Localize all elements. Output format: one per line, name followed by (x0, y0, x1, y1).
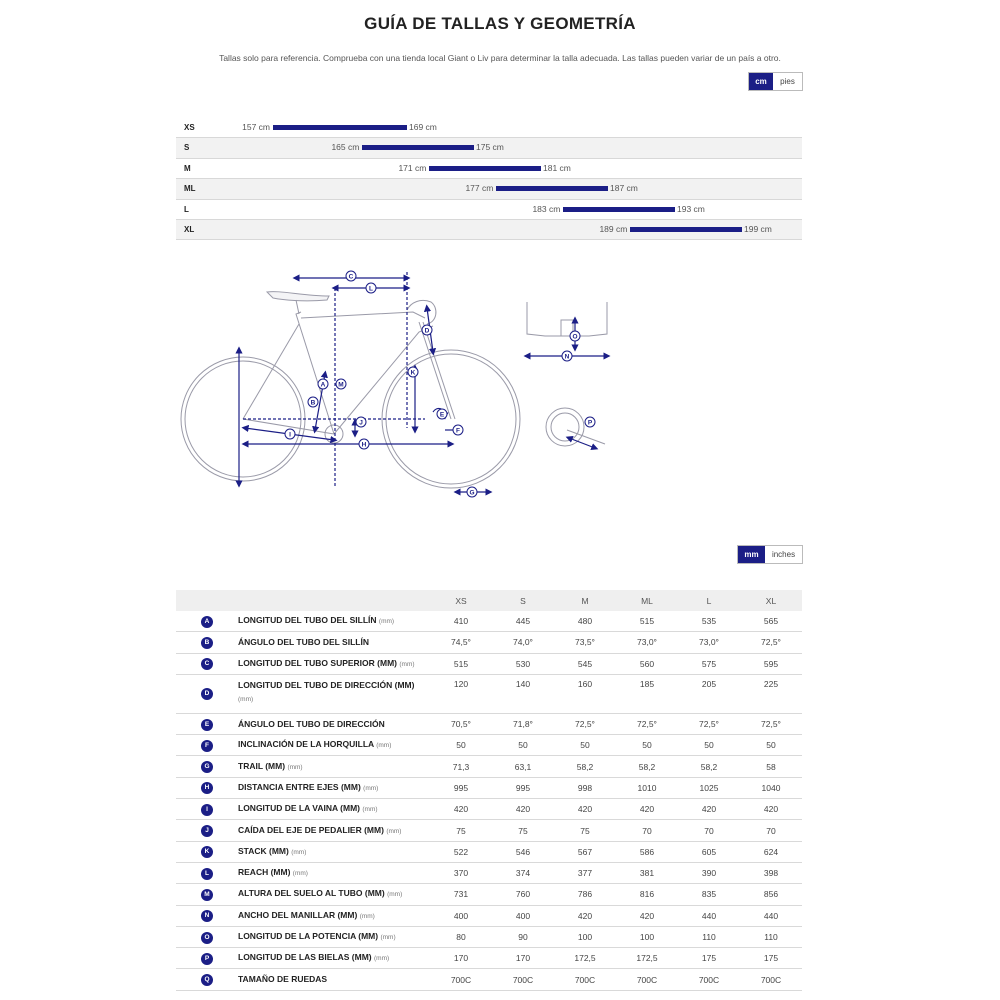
size-min-label: 157 cm (242, 122, 270, 132)
diagram-letter-o: O (572, 333, 578, 341)
row-letter-badge: E (201, 719, 213, 731)
value-cell: 390 (678, 862, 740, 883)
size-min-label: 171 cm (398, 162, 427, 173)
value-cell: 420 (740, 799, 802, 820)
value-cell: 522 (430, 841, 492, 862)
value-cell: 70,5° (430, 713, 492, 734)
size-min-label: 189 cm (599, 223, 628, 234)
value-cell: 816 (616, 884, 678, 905)
value-cell: 445 (492, 611, 554, 632)
column-header-xs: XS (430, 590, 492, 611)
value-cell: 374 (492, 862, 554, 883)
diagram-letter-e: E (439, 411, 445, 419)
row-label-text: LONGITUD DE LAS BIELAS (MM) (238, 952, 372, 963)
value-cell: 175 (740, 948, 802, 969)
unit-inches-button[interactable]: inches (765, 546, 802, 563)
unit-mm-button[interactable]: mm (738, 546, 765, 563)
row-letter-badge: Q (201, 974, 213, 986)
row-unit: (mm) (399, 660, 415, 668)
value-cell: 110 (740, 926, 802, 947)
row-label-text: STACK (MM) (238, 845, 289, 856)
geometry-row-j (176, 820, 802, 841)
size-max-label: 175 cm (476, 142, 504, 153)
size-range-bar (362, 145, 474, 150)
value-cell: 760 (492, 884, 554, 905)
value-cell: 74,0° (492, 632, 554, 653)
value-cell: 58,2 (554, 756, 616, 777)
value-cell: 72,5° (740, 713, 802, 734)
row-unit: (mm) (292, 870, 308, 878)
row-label-text: TAMAÑO DE RUEDAS (238, 974, 328, 985)
value-cell: 731 (430, 884, 492, 905)
value-cell: 140 (492, 674, 554, 713)
row-letter-badge: B (201, 637, 213, 649)
row-letter-badge: G (201, 761, 213, 773)
row-unit: (mm) (362, 806, 378, 814)
size-row (176, 179, 802, 199)
value-cell: 530 (492, 653, 554, 674)
value-cell: 545 (554, 653, 616, 674)
value-cell: 700C (740, 969, 802, 990)
value-cell: 1025 (678, 777, 740, 798)
geometry-row-h (176, 777, 802, 798)
row-letter-badge: O (201, 932, 213, 944)
row-label-text: ANCHO DEL MANILLAR (MM) (238, 909, 358, 920)
geometry-row-k (176, 841, 802, 862)
value-cell: 58,2 (616, 756, 678, 777)
row-label (238, 713, 430, 734)
value-cell: 420 (492, 799, 554, 820)
unit-cm-button[interactable]: cm (749, 73, 773, 90)
value-cell: 100 (554, 926, 616, 947)
value-cell: 70 (678, 820, 740, 841)
value-cell: 420 (554, 905, 616, 926)
row-unit: (mm) (386, 827, 402, 835)
row-letter-badge: J (201, 825, 213, 837)
row-label-text: LONGITUD DE LA VAINA (MM) (238, 803, 360, 814)
value-cell: 50 (678, 735, 740, 756)
size-range-bar (496, 186, 608, 191)
value-cell: 700C (554, 969, 616, 990)
geometry-row-e (176, 713, 802, 734)
value-cell: 535 (678, 611, 740, 632)
size-range-bar (563, 207, 675, 212)
diagram-letter-g: G (469, 489, 475, 497)
size-disclaimer: Tallas solo para referencia. Comprueba con una tienda local Giant o Liv para determinar la talla adecuada. Las tallas pueden variar de un país a otro. (219, 53, 781, 63)
row-label (238, 799, 430, 820)
value-cell: 856 (740, 884, 802, 905)
row-label-text: LONGITUD DEL TUBO DEL SILLÍN (238, 615, 377, 626)
size-row (176, 118, 802, 138)
row-letter-cell (176, 799, 238, 820)
size-max-label: 193 cm (677, 203, 705, 214)
diagram-letter-i: I (289, 431, 291, 439)
row-unit: (mm) (376, 742, 392, 750)
size-max-label: 181 cm (543, 162, 571, 173)
value-cell: 700C (430, 969, 492, 990)
row-unit: (mm) (291, 848, 307, 856)
value-cell: 80 (430, 926, 492, 947)
geometry-row-b (176, 632, 802, 653)
value-cell: 586 (616, 841, 678, 862)
geometry-row-c (176, 653, 802, 674)
value-cell: 110 (678, 926, 740, 947)
row-label-text: ÁNGULO DEL TUBO DEL SILLÍN (238, 636, 369, 647)
row-letter-badge: C (201, 658, 213, 670)
row-letter-badge: N (201, 910, 213, 922)
value-cell: 50 (430, 735, 492, 756)
row-label (238, 926, 430, 947)
value-cell: 73,5° (554, 632, 616, 653)
value-cell: 58 (740, 756, 802, 777)
geometry-row-n (176, 905, 802, 926)
height-unit-toggle (748, 72, 803, 91)
diagram-letter-n: N (564, 353, 570, 361)
row-letter-badge: K (201, 846, 213, 858)
diagram-letter-f: F (456, 427, 460, 435)
header-blank (176, 590, 238, 611)
value-cell: 75 (492, 820, 554, 841)
row-letter-cell (176, 756, 238, 777)
row-label-text: LONGITUD DEL TUBO DE DIRECCIÓN (MM) (238, 679, 415, 690)
value-cell: 73,0° (678, 632, 740, 653)
value-cell: 398 (740, 862, 802, 883)
row-label-text: INCLINACIÓN DE LA HORQUILLA (238, 739, 374, 750)
value-cell: 63,1 (492, 756, 554, 777)
diagram-letter-a: A (320, 381, 326, 389)
row-letter-cell (176, 674, 238, 713)
value-cell: 998 (554, 777, 616, 798)
value-cell: 50 (616, 735, 678, 756)
value-cell: 1040 (740, 777, 802, 798)
size-min-label: 165 cm (331, 142, 360, 153)
size-max-label: 199 cm (744, 223, 772, 234)
row-letter-badge: H (201, 782, 213, 794)
row-label (238, 611, 430, 632)
row-label-text: LONGITUD DE LA POTENCIA (MM) (238, 931, 379, 941)
bike-geometry-diagram (175, 262, 625, 502)
row-letter-cell (176, 713, 238, 734)
value-cell: 160 (554, 674, 616, 713)
value-cell: 72,5° (554, 713, 616, 734)
geometry-row-l (176, 862, 802, 883)
value-cell: 70 (616, 820, 678, 841)
value-cell: 205 (678, 674, 740, 713)
row-unit: (mm) (387, 891, 403, 899)
value-cell: 175 (678, 948, 740, 969)
row-label (238, 841, 430, 862)
value-cell: 575 (678, 653, 740, 674)
row-label-text: DISTANCIA ENTRE EJES (MM) (238, 781, 361, 792)
value-cell: 225 (740, 674, 802, 713)
size-range-bar (429, 166, 541, 171)
size-name: XS (184, 123, 195, 132)
row-letter-cell (176, 905, 238, 926)
row-letter-cell (176, 820, 238, 841)
geometry-row-f (176, 735, 802, 756)
diagram-letter-labels (285, 271, 595, 497)
row-label (238, 632, 430, 653)
geometry-header-row (176, 590, 802, 611)
value-cell: 72,5° (740, 632, 802, 653)
size-name: S (184, 143, 190, 153)
geometry-row-m (176, 884, 802, 905)
size-name: L (184, 204, 189, 214)
geometry-row-q (176, 969, 802, 990)
diagram-letter-k: K (410, 369, 416, 377)
geometry-row-d (176, 674, 802, 713)
value-cell: 400 (430, 905, 492, 926)
size-row (176, 220, 802, 240)
diagram-letter-b: B (310, 399, 316, 407)
value-cell: 995 (430, 777, 492, 798)
row-label (238, 948, 430, 969)
value-cell: 90 (492, 926, 554, 947)
column-header-ml: ML (616, 590, 678, 611)
row-unit: (mm) (287, 763, 303, 771)
value-cell: 170 (430, 948, 492, 969)
row-letter-cell (176, 862, 238, 883)
row-label (238, 756, 430, 777)
row-label (238, 884, 430, 905)
row-label (238, 905, 430, 926)
row-letter-badge: M (201, 889, 213, 901)
value-cell: 71,8° (492, 713, 554, 734)
row-letter-cell (176, 884, 238, 905)
row-label (238, 735, 430, 756)
value-cell: 170 (492, 948, 554, 969)
column-header-l: L (678, 590, 740, 611)
value-cell: 370 (430, 862, 492, 883)
cockpit-dimension-lines (527, 320, 607, 448)
value-cell: 440 (678, 905, 740, 926)
value-cell: 410 (430, 611, 492, 632)
diagram-letter-l: L (369, 285, 373, 293)
row-letter-cell (176, 611, 238, 632)
size-name: XL (184, 224, 195, 234)
row-label (238, 820, 430, 841)
value-cell: 440 (740, 905, 802, 926)
value-cell: 595 (740, 653, 802, 674)
row-letter-cell (176, 777, 238, 798)
value-cell: 835 (678, 884, 740, 905)
value-cell: 420 (430, 799, 492, 820)
diagram-letter-j: J (359, 419, 363, 427)
value-cell: 75 (430, 820, 492, 841)
value-cell: 72,5° (616, 713, 678, 734)
row-label-text: LONGITUD DEL TUBO SUPERIOR (MM) (238, 657, 397, 668)
value-cell: 546 (492, 841, 554, 862)
row-letter-badge: F (201, 740, 213, 752)
size-range-bar (630, 227, 742, 232)
value-cell: 420 (616, 905, 678, 926)
row-label (238, 777, 430, 798)
value-cell: 1010 (616, 777, 678, 798)
diagram-letter-m: M (338, 381, 344, 389)
row-unit: (mm) (238, 695, 254, 703)
cockpit-top-view (527, 302, 607, 336)
value-cell: 420 (678, 799, 740, 820)
row-letter-cell (176, 969, 238, 990)
unit-feet-button[interactable]: pies (773, 73, 802, 90)
row-letter-badge: P (201, 953, 213, 965)
column-header-s: S (492, 590, 554, 611)
value-cell: 50 (740, 735, 802, 756)
value-cell: 74,5° (430, 632, 492, 653)
value-cell: 50 (554, 735, 616, 756)
size-row (176, 138, 802, 158)
diagram-letter-p: P (587, 419, 593, 427)
value-cell: 381 (616, 862, 678, 883)
value-cell: 172,5 (554, 948, 616, 969)
row-label-text: TRAIL (MM) (238, 760, 286, 771)
row-unit: (mm) (378, 618, 395, 626)
row-letter-cell (176, 926, 238, 947)
geometry-row-o (176, 926, 802, 947)
value-cell: 71,3 (430, 756, 492, 777)
row-label (238, 674, 430, 713)
value-cell: 377 (554, 862, 616, 883)
row-label (238, 862, 430, 883)
diagram-letter-d: D (424, 327, 430, 335)
value-cell: 400 (492, 905, 554, 926)
value-cell: 624 (740, 841, 802, 862)
row-label-text: CAÍDA DEL EJE DE PEDALIER (MM) (238, 824, 384, 835)
size-max-label: 169 cm (409, 122, 437, 132)
size-name: M (184, 163, 191, 173)
value-cell: 420 (554, 799, 616, 820)
value-cell: 100 (616, 926, 678, 947)
size-row (176, 159, 802, 179)
size-max-label: 187 cm (610, 183, 638, 194)
value-cell: 50 (492, 735, 554, 756)
value-cell: 560 (616, 653, 678, 674)
diagram-letter-c: C (348, 273, 354, 281)
bike-outline (181, 292, 520, 488)
size-min-label: 177 cm (465, 183, 494, 194)
value-cell: 565 (740, 611, 802, 632)
dimension-lines (239, 272, 489, 492)
geometry-row-i (176, 799, 802, 820)
value-cell: 480 (554, 611, 616, 632)
value-cell: 700C (616, 969, 678, 990)
row-unit: (mm) (374, 955, 390, 963)
geometry-row-g (176, 756, 802, 777)
value-cell: 172,5 (616, 948, 678, 969)
value-cell: 75 (554, 820, 616, 841)
diagram-letter-h: H (361, 441, 367, 449)
value-cell: 786 (554, 884, 616, 905)
row-letter-cell (176, 632, 238, 653)
value-cell: 58,2 (678, 756, 740, 777)
geometry-table (176, 590, 802, 991)
row-unit: (mm) (380, 934, 396, 941)
value-cell: 185 (616, 674, 678, 713)
value-cell: 120 (430, 674, 492, 713)
geometry-row-p (176, 948, 802, 969)
value-cell: 995 (492, 777, 554, 798)
geometry-unit-toggle (737, 545, 803, 564)
row-unit: (mm) (359, 912, 375, 920)
row-letter-cell (176, 653, 238, 674)
row-unit: (mm) (363, 784, 379, 792)
page-title: GUÍA DE TALLAS Y GEOMETRÍA (364, 14, 636, 33)
row-label (238, 969, 430, 990)
value-cell: 515 (430, 653, 492, 674)
size-range-bar (273, 125, 407, 130)
value-cell: 605 (678, 841, 740, 862)
row-letter-cell (176, 735, 238, 756)
row-label (238, 653, 430, 674)
row-letter-badge: A (201, 616, 213, 628)
column-header-m: M (554, 590, 616, 611)
row-label-text: ALTURA DEL SUELO AL TUBO (MM) (238, 888, 385, 899)
value-cell: 515 (616, 611, 678, 632)
size-guide-chart (176, 118, 802, 240)
value-cell: 73,0° (616, 632, 678, 653)
row-letter-cell (176, 841, 238, 862)
size-row (176, 200, 802, 220)
row-label-text: REACH (MM) (238, 867, 291, 878)
column-header-xl: XL (740, 590, 802, 611)
value-cell: 72,5° (678, 713, 740, 734)
row-letter-badge: I (201, 804, 213, 816)
size-name: ML (184, 184, 196, 194)
row-letter-badge: L (201, 868, 213, 880)
row-letter-cell (176, 948, 238, 969)
geometry-row-a (176, 611, 802, 632)
value-cell: 420 (616, 799, 678, 820)
value-cell: 700C (678, 969, 740, 990)
size-min-label: 183 cm (532, 203, 561, 214)
row-letter-badge: D (201, 688, 213, 700)
row-label-text: ÁNGULO DEL TUBO DE DIRECCIÓN (238, 718, 385, 729)
value-cell: 700C (492, 969, 554, 990)
header-blank (238, 590, 430, 611)
value-cell: 567 (554, 841, 616, 862)
value-cell: 70 (740, 820, 802, 841)
